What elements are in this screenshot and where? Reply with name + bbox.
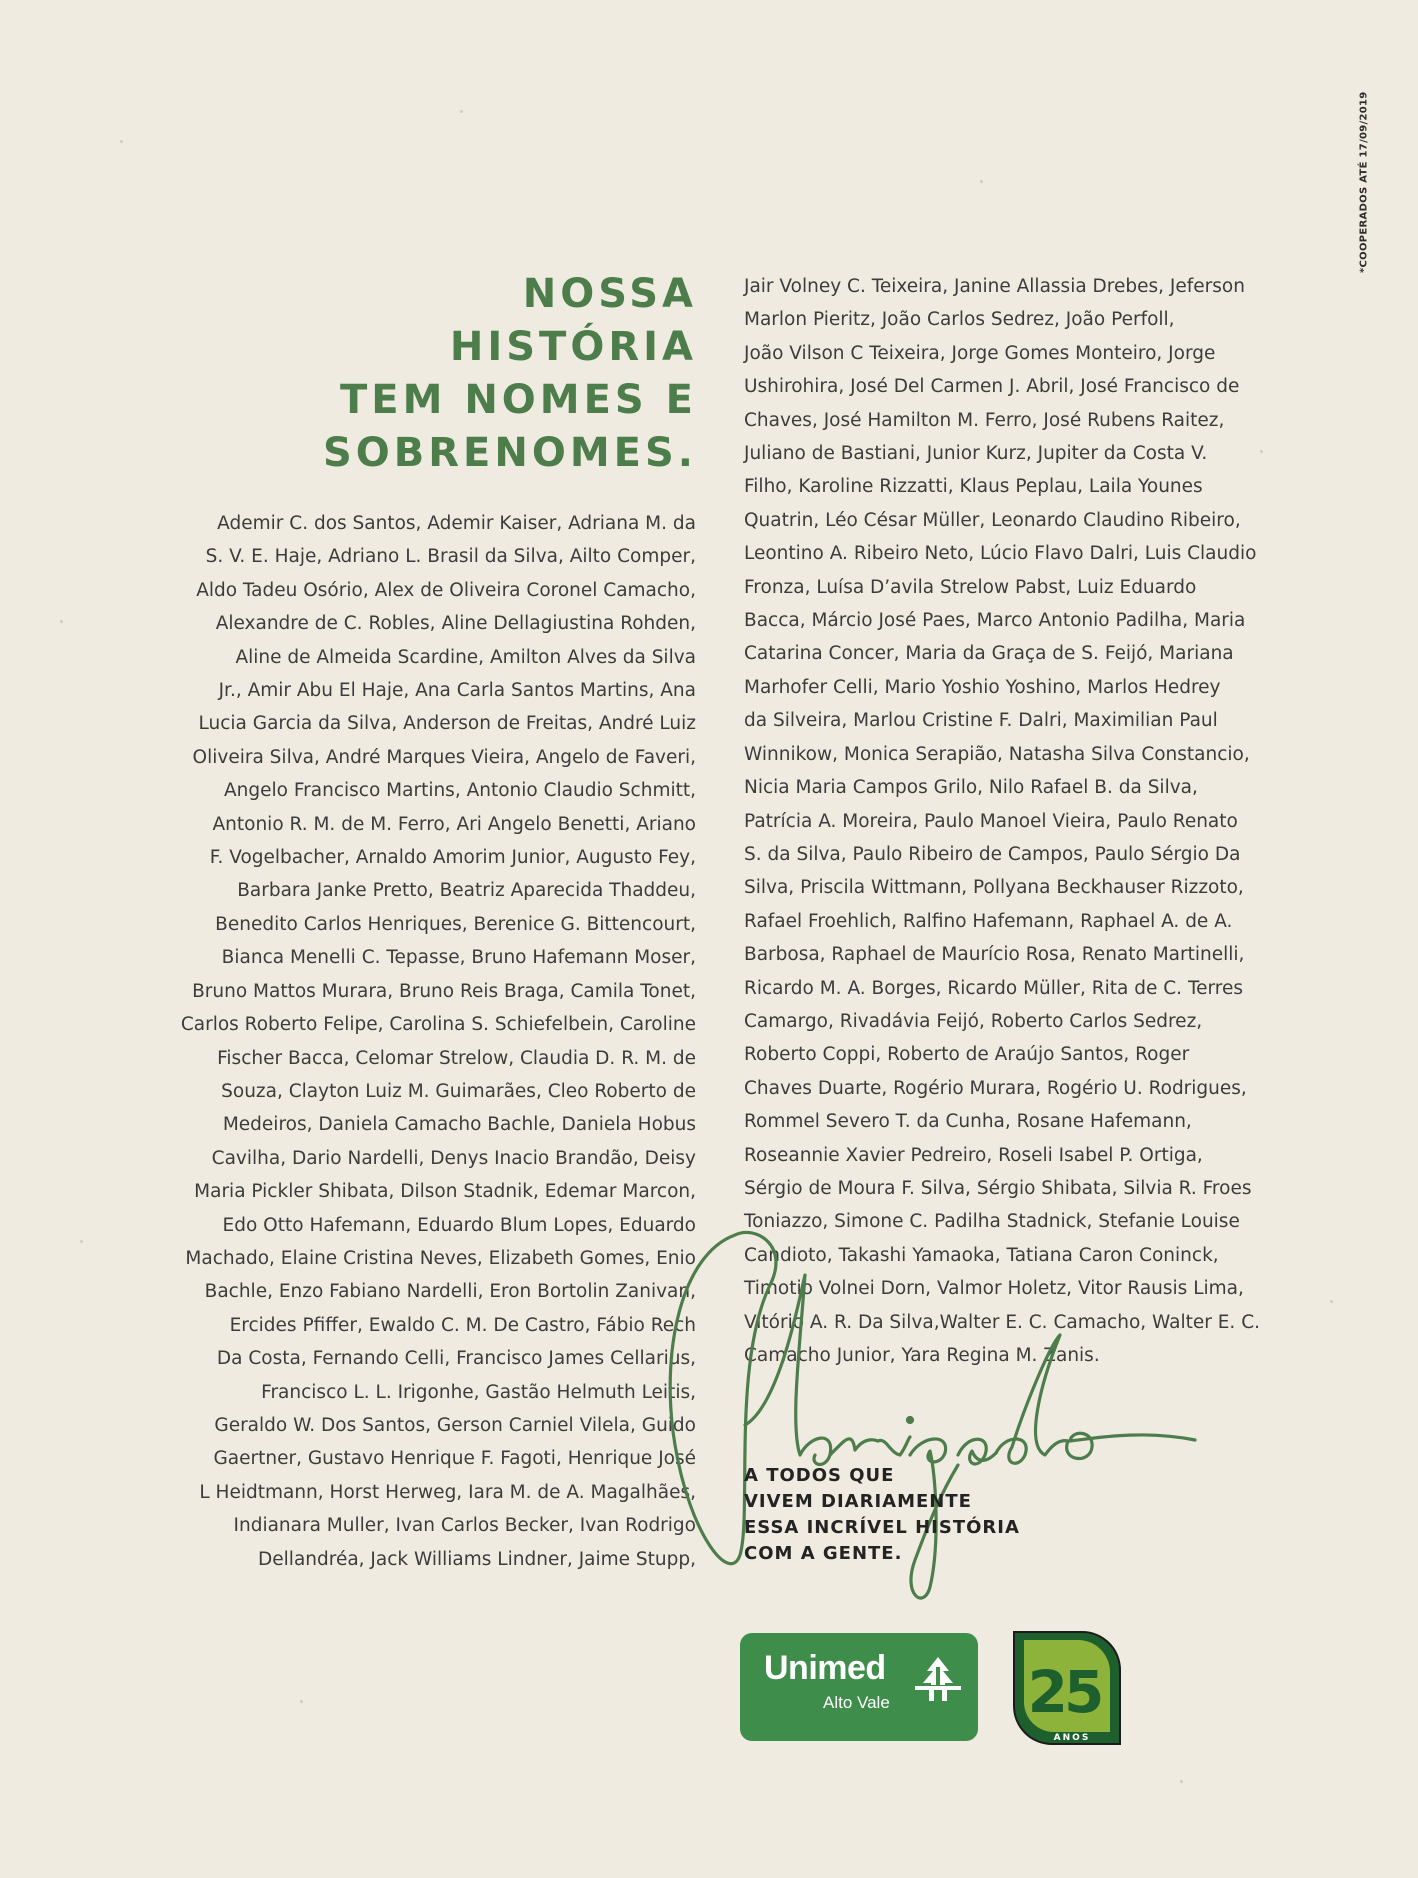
unimed-region-name: Alto Vale — [823, 1693, 890, 1712]
headline-line: NOSSA — [522, 271, 697, 317]
names-line: Juliano de Bastiani, Junior Kurz, Jupiter da Costa V. — [744, 443, 1208, 465]
names-line: Gaertner, Gustavo Henrique F. Fagoti, Henrique José — [213, 1448, 696, 1470]
names-line: Marhofer Celli, Mario Yoshio Yoshino, Marlos Hedrey — [744, 676, 1221, 698]
names-line: Machado, Elaine Cristina Neves, Elizabeth Gomes, Enio — [185, 1247, 696, 1269]
paper-speck — [1180, 1780, 1183, 1783]
paper-speck — [1330, 1300, 1333, 1303]
names-line: Sérgio de Moura F. Silva, Sérgio Shibata, Silvia R. Froes — [744, 1177, 1252, 1199]
side-note: *COOPERADOS ATÉ 17/09/2019 — [1358, 91, 1370, 273]
paper-speck — [300, 1700, 303, 1703]
names-line: Chaves Duarte, Rogério Murara, Rogério U. Rodrigues, — [744, 1077, 1247, 1099]
thanks-line: ESSA INCRÍVEL HISTÓRIA — [744, 1517, 1020, 1538]
names-line: Winnikow, Monica Serapião, Natasha Silva Constancio, — [744, 743, 1250, 765]
names-line: Candioto, Takashi Yamaoka, Tatiana Caron Coninck, — [744, 1244, 1219, 1266]
unimed-logo — [740, 1633, 978, 1741]
names-column-right — [744, 270, 1264, 1372]
paper-speck — [460, 110, 463, 113]
names-line: Chaves, José Hamilton M. Ferro, José Rubens Raitez, — [744, 409, 1225, 431]
25-anos-badge — [1004, 1628, 1124, 1748]
badge-label: ANOS — [1053, 1733, 1091, 1743]
names-line: Toniazzo, Simone C. Padilha Stadnick, Stefanie Louise — [744, 1211, 1240, 1233]
names-line: Barbosa, Raphael de Maurício Rosa, Renato Martinelli, — [744, 944, 1245, 966]
names-line: Quatrin, Léo César Müller, Leonardo Claudino Ribeiro, — [744, 509, 1241, 531]
names-line: Barbara Janke Pretto, Beatriz Aparecida Thaddeu, — [237, 880, 696, 902]
names-line: Camargo, Rivadávia Feijó, Roberto Carlos Sedrez, — [744, 1010, 1203, 1032]
badge-number: 25 — [1027, 1658, 1101, 1726]
names-line: Rommel Severo T. da Cunha, Rosane Hafemann, — [744, 1111, 1192, 1133]
names-line: Ushirohira, José Del Carmen J. Abril, José Francisco de — [744, 376, 1240, 398]
names-line: Souza, Clayton Luiz M. Guimarães, Cleo Roberto de — [221, 1080, 696, 1102]
names-line: Dellandréa, Jack Williams Lindner, Jaime Stupp, — [258, 1548, 696, 1570]
unimed-brand-name: Unimed — [764, 1649, 886, 1687]
names-line: Cavilha, Dario Nardelli, Denys Inacio Brandão, Deisy — [211, 1147, 696, 1169]
names-line: Filho, Karoline Rizzatti, Klaus Peplau, Laila Younes — [744, 476, 1203, 498]
names-line: Edo Otto Hafemann, Eduardo Blum Lopes, Eduardo — [222, 1214, 696, 1236]
names-line: Marlon Pieritz, João Carlos Sedrez, João Perfoll, — [744, 309, 1175, 331]
names-line: Timotio Volnei Dorn, Valmor Holetz, Vitor Rausis Lima, — [744, 1278, 1244, 1300]
headline-line: HISTÓRIA — [449, 324, 697, 370]
names-line: Rafael Froehlich, Ralfino Hafemann, Raphael A. de A. — [744, 910, 1233, 932]
names-line: L Heidtmann, Horst Herweg, Iara M. de A. Magalhães, — [199, 1481, 696, 1503]
names-line: Alexandre de C. Robles, Aline Dellagiustina Rohden, — [215, 613, 696, 635]
names-line: Indianara Muller, Ivan Carlos Becker, Ivan Rodrigo — [233, 1515, 696, 1537]
names-line: Catarina Concer, Maria da Graça de S. Feijó, Mariana — [744, 643, 1234, 665]
names-column-left — [178, 507, 696, 1576]
names-line: da Silveira, Marlou Cristine F. Dalri, Maximilian Paul — [744, 710, 1218, 732]
thanks-message — [744, 1463, 1064, 1567]
names-line: F. Vogelbacher, Arnaldo Amorim Junior, Augusto Fey, — [209, 847, 696, 869]
names-line: Aline de Almeida Scardine, Amilton Alves da Silva — [235, 646, 696, 668]
paper-speck — [80, 1240, 83, 1243]
names-line: Geraldo W. Dos Santos, Gerson Carniel Vilela, Guido — [214, 1414, 696, 1436]
names-line: Leontino A. Ribeiro Neto, Lúcio Flavo Dalri, Luis Claudio — [744, 543, 1257, 565]
names-line: Maria Pickler Shibata, Dilson Stadnik, Edemar Marcon, — [194, 1181, 696, 1203]
names-line: Benedito Carlos Henriques, Berenice G. Bittencourt, — [215, 913, 696, 935]
names-line: Vitório A. R. Da Silva,Walter E. C. Camacho, Walter E. C. — [744, 1311, 1260, 1333]
names-line: Nicia Maria Campos Grilo, Nilo Rafael B. da Silva, — [744, 777, 1198, 799]
names-line: Patrícia A. Moreira, Paulo Manoel Vieira, Paulo Renato — [744, 810, 1238, 832]
thanks-line: VIVEM DIARIAMENTE — [744, 1491, 972, 1512]
names-line: S. da Silva, Paulo Ribeiro de Campos, Paulo Sérgio Da — [744, 843, 1241, 865]
names-line: Roseannie Xavier Pedreiro, Roseli Isabel P. Ortiga, — [744, 1144, 1203, 1166]
names-line: Francisco L. L. Irigonhe, Gastão Helmuth Leitis, — [261, 1381, 696, 1403]
names-line: Angelo Francisco Martins, Antonio Claudio Schmitt, — [224, 780, 696, 802]
paper-speck — [120, 140, 123, 143]
names-line: Bruno Mattos Murara, Bruno Reis Braga, Camila Tonet, — [192, 980, 696, 1002]
names-line: Bianca Menelli C. Tepasse, Bruno Hafemann Moser, — [221, 947, 696, 969]
names-line: Carlos Roberto Felipe, Carolina S. Schiefelbein, Caroline — [180, 1014, 696, 1036]
names-line: Jair Volney C. Teixeira, Janine Allassia Drebes, Jeferson — [744, 276, 1245, 297]
names-line: João Vilson C Teixeira, Jorge Gomes Monteiro, Jorge — [744, 342, 1216, 364]
unimed-tree-icon — [915, 1655, 961, 1703]
names-line: Medeiros, Daniela Camacho Bachle, Daniela Hobus — [222, 1114, 696, 1136]
names-line: Antonio R. M. de M. Ferro, Ari Angelo Benetti, Ariano — [212, 813, 696, 835]
names-line: Aldo Tadeu Osório, Alex de Oliveira Coronel Camacho, — [196, 579, 696, 601]
names-line: Da Costa, Fernando Celli, Francisco James Cellarius, — [216, 1348, 696, 1370]
paper-speck — [60, 620, 63, 623]
names-line: Silva, Priscila Wittmann, Pollyana Beckhauser Rizzoto, — [744, 877, 1244, 899]
names-line: S. V. E. Haje, Adriano L. Brasil da Silva, Ailto Comper, — [205, 546, 696, 568]
headline-line: SOBRENOMES. — [322, 430, 697, 476]
names-line: Fischer Bacca, Celomar Strelow, Claudia D. R. M. de — [217, 1047, 696, 1069]
names-line: Oliveira Silva, André Marques Vieira, Angelo de Faveri, — [192, 746, 696, 768]
paper-speck — [980, 180, 983, 183]
names-line: Ricardo M. A. Borges, Ricardo Müller, Rita de C. Terres — [744, 977, 1243, 999]
thanks-line: A TODOS QUE — [744, 1465, 895, 1486]
headline-line: TEM NOMES E — [339, 377, 697, 423]
names-line: Fronza, Luísa D’avila Strelow Pabst, Luiz Eduardo — [744, 576, 1197, 598]
names-line: Camacho Junior, Yara Regina M. Zanis. — [744, 1345, 1100, 1366]
names-line: Ercides Pfiffer, Ewaldo C. M. De Castro, Fábio Rech — [229, 1314, 696, 1336]
headline — [300, 268, 697, 480]
names-line: Bacca, Márcio José Paes, Marco Antonio Padilha, Maria — [744, 610, 1246, 632]
names-line: Roberto Coppi, Roberto de Araújo Santos, Roger — [744, 1044, 1190, 1066]
thanks-line: COM A GENTE. — [744, 1543, 903, 1564]
names-line: Ademir C. dos Santos, Ademir Kaiser, Adriana M. da — [217, 513, 696, 534]
names-line: Lucia Garcia da Silva, Anderson de Freitas, André Luiz — [198, 713, 696, 735]
names-line: Bachle, Enzo Fabiano Nardelli, Eron Bortolin Zanivan, — [204, 1281, 696, 1303]
names-line: Jr., Amir Abu El Haje, Ana Carla Santos Martins, Ana — [218, 680, 696, 702]
